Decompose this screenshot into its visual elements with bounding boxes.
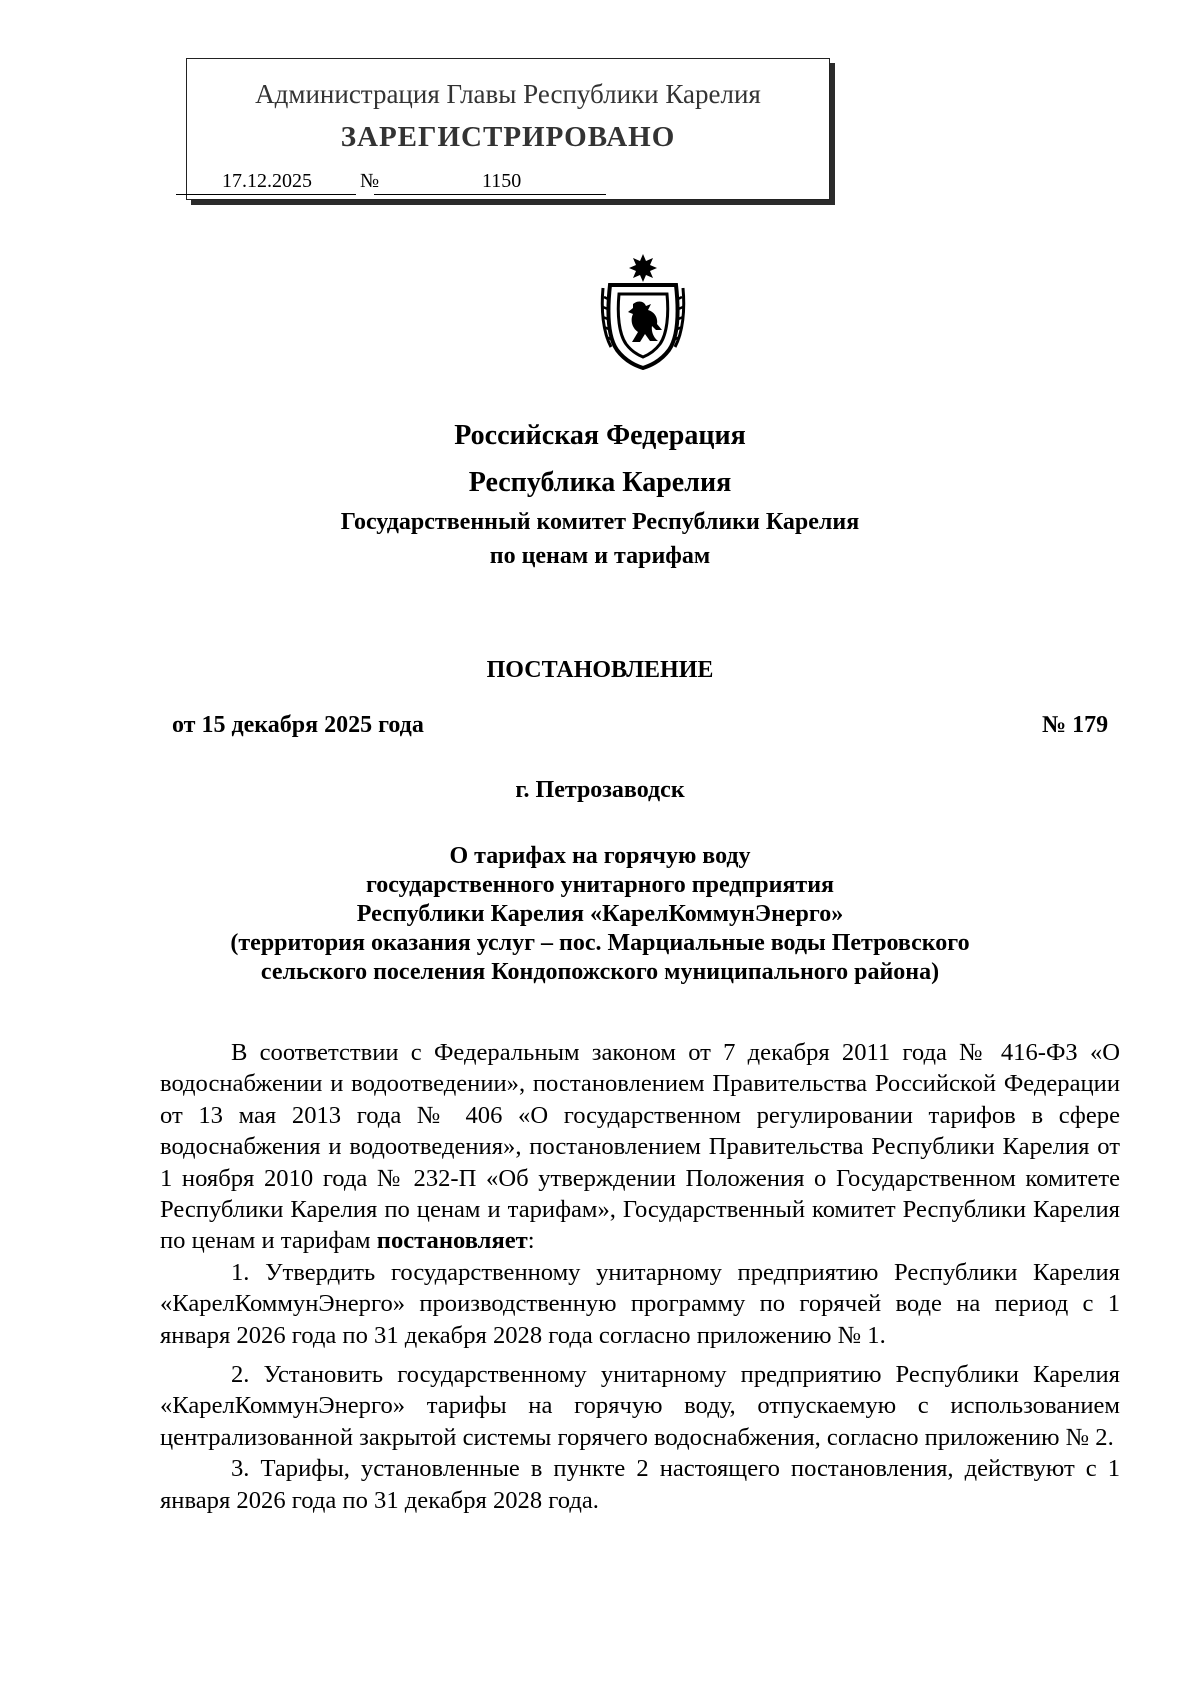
coat-of-arms-emblem (600, 252, 686, 370)
title-line: государственного унитарного предприятия (365, 872, 835, 898)
registration-number: 1150 (482, 170, 522, 192)
item-paragraph-3: 3. Тарифы, установленные в пункте 2 настоящего постановления, действуют с 1 января 2026 года по 31 декабря 2028 года. (160, 1455, 1120, 1514)
date-underline (176, 194, 356, 195)
resolves-word: постановляет (376, 1227, 528, 1255)
stamp-administration: Администрация Главы Республики Карелия (255, 79, 761, 109)
title-line: сельского поселения Кондопожского муниципального района) (260, 959, 940, 985)
preamble-colon: : (527, 1227, 535, 1255)
document-number: № 179 (1042, 712, 1109, 738)
committee-name-line1: Государственный комитет Республики Карелия (340, 509, 860, 535)
stamp-registered: ЗАРЕГИСТРИРОВАНО (340, 121, 676, 153)
republic-name: Республика Карелия (468, 467, 732, 498)
registration-line (176, 170, 606, 192)
committee-name-line2: по ценам и тарифам (489, 543, 711, 569)
preamble-paragraph (160, 1037, 1120, 1257)
document-title (0, 842, 1200, 987)
registration-date: 17.12.2025 (222, 170, 312, 192)
registration-number-sign: № (360, 170, 380, 192)
preamble-text: В соответствии с Федеральным законом от 7 декабря 2011 года № 416-ФЗ «О водоснабжении и водоотведении», постановлением Правительства Российской Федерации от 13 мая 2013 года № 406 «О государственном регулировании тарифов в сфере водоснабжения и водоотведения», постановлением Правительства Республики Карелия от 1 ноября 2010 года № 232-П «Об утверждении Положения о Государственном комитете Республики Карелия по ценам и тарифам», Государственный комитет Республики Карелия по ценам и тарифам (160, 1039, 1120, 1255)
document-date: от 15 декабря 2025 года (172, 712, 424, 738)
item-paragraph-1: 1. Утвердить государственному унитарному предприятию Республики Карелия «КарелКоммунЭнерго» производственную программу по горячей воде на период с 1 января 2026 года по 31 декабря 2028 года согласно приложению № 1. (160, 1258, 1120, 1349)
title-line: (территория оказания услуг – пос. Марциальные воды Петровского (230, 930, 970, 956)
star-icon (629, 254, 657, 282)
bear-icon (628, 302, 662, 342)
document-body (160, 1037, 1120, 1516)
title-line: Республики Карелия «КарелКоммунЭнерго» (356, 901, 844, 927)
item-paragraph-2: 2. Установить государственному унитарному предприятию Республики Карелия «КарелКоммунЭнерго» тарифы на горячую воду, отпускаемую с использованием централизованной закрытой системы горячего водоснабжения, согласно приложению № 2. (160, 1361, 1120, 1451)
document-type: ПОСТАНОВЛЕНИЕ (486, 657, 714, 683)
document-city: г. Петрозаводск (515, 777, 685, 803)
country-name: Российская Федерация (454, 420, 746, 451)
title-line: О тарифах на горячую воду (449, 843, 751, 869)
number-underline (374, 194, 606, 195)
